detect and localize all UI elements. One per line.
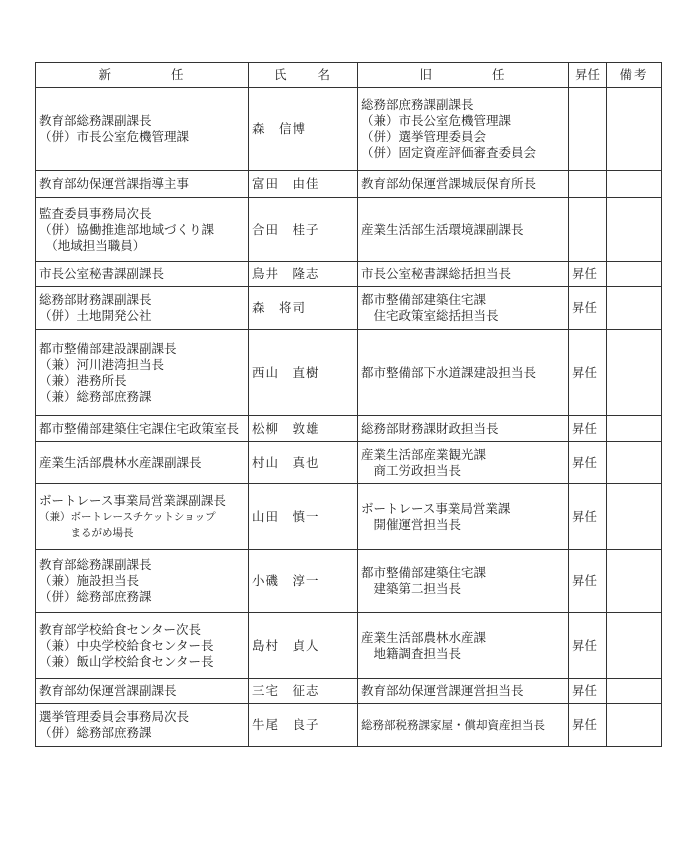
name-cell: 村山 真也 bbox=[249, 442, 358, 484]
promotion-cell: 昇任 bbox=[569, 704, 607, 747]
old-position-cell-line: 産業生活部産業観光課 bbox=[361, 446, 487, 462]
personnel-transfer-table bbox=[35, 62, 662, 747]
new-position-cell bbox=[36, 88, 249, 171]
old-position-cell-line: 地籍調査担当長 bbox=[361, 645, 462, 661]
old-position-cell-line: 住宅政策室総括担当長 bbox=[361, 308, 499, 323]
new-position-cell bbox=[36, 704, 249, 747]
table-row bbox=[36, 262, 662, 287]
new-position-cell bbox=[36, 330, 249, 416]
old-position-cell-line: （兼）市長公室危機管理課 bbox=[361, 113, 512, 128]
new-position-cell-line: 教育部総務課副課長 bbox=[39, 557, 152, 572]
old-position-cell bbox=[358, 679, 569, 704]
remarks-cell bbox=[607, 262, 662, 287]
remarks-cell bbox=[607, 198, 662, 262]
promotion-cell: 昇任 bbox=[569, 442, 607, 484]
old-position-cell-line: 教育部幼保運営課城辰保育所長 bbox=[361, 176, 537, 191]
old-position-cell-line: 産業生活部農林水産課 bbox=[361, 629, 487, 645]
name-cell: 合田 桂子 bbox=[249, 198, 358, 262]
header-row bbox=[36, 63, 662, 88]
new-position-cell bbox=[36, 613, 249, 679]
promotion-cell: 昇任 bbox=[569, 330, 607, 416]
name-cell: 三宅 征志 bbox=[249, 679, 358, 704]
header-promotion: 昇任 bbox=[569, 63, 607, 88]
promotion-cell: 昇任 bbox=[569, 550, 607, 613]
old-position-cell bbox=[358, 550, 569, 613]
name-cell: 山田 慎一 bbox=[249, 484, 358, 550]
table-row bbox=[36, 198, 662, 262]
remarks-cell bbox=[607, 613, 662, 679]
new-position-cell-line: （兼）総務部庶務課 bbox=[39, 388, 152, 404]
new-position-cell-line: （併）協働推進部地域づくり課 bbox=[39, 221, 215, 237]
header-old-position: 旧 任 bbox=[358, 63, 569, 88]
name-cell: 森 将司 bbox=[249, 287, 358, 330]
old-position-cell-line: 総務部税務課家屋・償却資産担当長 bbox=[361, 718, 545, 732]
old-position-cell bbox=[358, 198, 569, 262]
remarks-cell bbox=[607, 484, 662, 550]
table-row bbox=[36, 442, 662, 484]
promotion-cell: 昇任 bbox=[569, 262, 607, 287]
old-position-cell-line: 産業生活部生活環境課副課長 bbox=[361, 221, 524, 237]
new-position-cell bbox=[36, 550, 249, 613]
table-row bbox=[36, 679, 662, 704]
old-position-cell-line: 市長公室秘書課総括担当長 bbox=[361, 266, 512, 281]
remarks-cell bbox=[607, 550, 662, 613]
promotion-cell bbox=[569, 88, 607, 171]
new-position-cell bbox=[36, 262, 249, 287]
new-position-cell bbox=[36, 171, 249, 198]
name-cell: 小磯 淳一 bbox=[249, 550, 358, 613]
old-position-cell-line: 都市整備部下水道課建設担当長 bbox=[361, 364, 537, 380]
old-position-cell-line: 開催運営担当長 bbox=[361, 516, 462, 532]
old-position-cell-line: 都市整備部建築住宅課 bbox=[361, 565, 487, 580]
remarks-cell bbox=[607, 171, 662, 198]
old-position-cell-line: ボートレース事業局営業課 bbox=[361, 500, 511, 516]
new-position-cell-line: （兼）ボートレースチケットショップ bbox=[39, 510, 216, 523]
new-position-cell-line: （併）総務部庶務課 bbox=[39, 589, 152, 604]
table-row bbox=[36, 704, 662, 747]
promotion-cell bbox=[569, 171, 607, 198]
old-position-cell bbox=[358, 704, 569, 747]
header-new-position: 新 任 bbox=[36, 63, 249, 88]
new-position-cell bbox=[36, 416, 249, 442]
name-cell: 牛尾 良子 bbox=[249, 704, 358, 747]
new-position-cell-line: （兼）飯山学校給食センター長 bbox=[39, 653, 214, 669]
new-position-cell bbox=[36, 442, 249, 484]
old-position-cell bbox=[358, 613, 569, 679]
old-position-cell-line: 総務部庶務課副課長 bbox=[361, 97, 474, 112]
new-position-cell bbox=[36, 484, 249, 550]
new-position-cell-line: 市長公室秘書課副課長 bbox=[39, 266, 165, 281]
old-position-cell-line: 教育部幼保運営課運営担当長 bbox=[361, 683, 524, 698]
promotion-cell: 昇任 bbox=[569, 287, 607, 330]
table-row bbox=[36, 171, 662, 198]
new-position-cell-line: 産業生活部農林水産課副課長 bbox=[39, 454, 202, 470]
remarks-cell bbox=[607, 416, 662, 442]
name-cell: 松柳 敦雄 bbox=[249, 416, 358, 442]
old-position-cell bbox=[358, 416, 569, 442]
table-row bbox=[36, 88, 662, 171]
remarks-cell bbox=[607, 442, 662, 484]
old-position-cell-line: 建築第二担当長 bbox=[361, 581, 462, 596]
new-position-cell-line: （地域担当職員） bbox=[39, 237, 146, 253]
new-position-cell bbox=[36, 198, 249, 262]
name-cell: 鳥井 隆志 bbox=[249, 262, 358, 287]
table-row bbox=[36, 484, 662, 550]
new-position-cell-line: （兼）中央学校給食センター長 bbox=[39, 637, 214, 653]
new-position-cell-line: （併）総務部庶務課 bbox=[39, 725, 152, 740]
new-position-cell-line: （併）市長公室危機管理課 bbox=[39, 129, 190, 144]
old-position-cell-line: （併）選挙管理委員会 bbox=[361, 129, 487, 144]
promotion-cell: 昇任 bbox=[569, 613, 607, 679]
new-position-cell-line: ボートレース事業局営業課副課長 bbox=[39, 492, 226, 508]
new-position-cell-line: （兼）施設担当長 bbox=[39, 573, 140, 588]
remarks-cell bbox=[607, 287, 662, 330]
header-remarks: 備考 bbox=[607, 63, 662, 88]
new-position-cell-line: 教育部幼保運営課副課長 bbox=[39, 683, 177, 698]
table-row bbox=[36, 550, 662, 613]
name-cell: 西山 直樹 bbox=[249, 330, 358, 416]
remarks-cell bbox=[607, 704, 662, 747]
new-position-cell-line: 都市整備部建築住宅課住宅政策室長 bbox=[39, 420, 240, 436]
promotion-cell bbox=[569, 198, 607, 262]
new-position-cell-line: 教育部総務課副課長 bbox=[39, 113, 152, 128]
new-position-cell-line: （併）土地開発公社 bbox=[39, 308, 152, 323]
old-position-cell-line: （併）固定資産評価審査委員会 bbox=[361, 145, 537, 160]
new-position-cell-line: 監査委員事務局次長 bbox=[39, 205, 152, 221]
promotion-cell: 昇任 bbox=[569, 484, 607, 550]
table-row bbox=[36, 287, 662, 330]
new-position-cell-line: 都市整備部建設課副課長 bbox=[39, 340, 177, 356]
old-position-cell bbox=[358, 287, 569, 330]
new-position-cell-line: 教育部学校給食センター次長 bbox=[39, 621, 202, 637]
table-row bbox=[36, 330, 662, 416]
old-position-cell-line: 総務部財務課財政担当長 bbox=[361, 420, 499, 436]
new-position-cell-line: 総務部財務課副課長 bbox=[39, 292, 152, 307]
new-position-cell-line: 選挙管理委員会事務局次長 bbox=[39, 709, 190, 724]
remarks-cell bbox=[607, 88, 662, 171]
old-position-cell bbox=[358, 171, 569, 198]
old-position-cell-line: 商工労政担当長 bbox=[361, 462, 462, 478]
new-position-cell bbox=[36, 287, 249, 330]
header-name: 氏 名 bbox=[249, 63, 358, 88]
old-position-cell bbox=[358, 442, 569, 484]
table-body bbox=[36, 88, 662, 747]
old-position-cell bbox=[358, 484, 569, 550]
promotion-cell: 昇任 bbox=[569, 416, 607, 442]
old-position-cell-line: 都市整備部建築住宅課 bbox=[361, 292, 487, 307]
new-position-cell-line: （兼）河川港湾担当長 bbox=[39, 356, 165, 372]
new-position-cell bbox=[36, 679, 249, 704]
name-cell: 島村 貞人 bbox=[249, 613, 358, 679]
table-row bbox=[36, 416, 662, 442]
promotion-cell: 昇任 bbox=[569, 679, 607, 704]
old-position-cell bbox=[358, 262, 569, 287]
old-position-cell bbox=[358, 330, 569, 416]
remarks-cell bbox=[607, 679, 662, 704]
remarks-cell bbox=[607, 330, 662, 416]
new-position-cell-line: （兼）港務所長 bbox=[39, 372, 127, 388]
new-position-cell-line: 教育部幼保運営課指導主事 bbox=[39, 176, 190, 191]
table-row bbox=[36, 613, 662, 679]
old-position-cell bbox=[358, 88, 569, 171]
new-position-cell-line: まるがめ場長 bbox=[39, 526, 134, 539]
name-cell: 森 信博 bbox=[249, 88, 358, 171]
name-cell: 富田 由佳 bbox=[249, 171, 358, 198]
